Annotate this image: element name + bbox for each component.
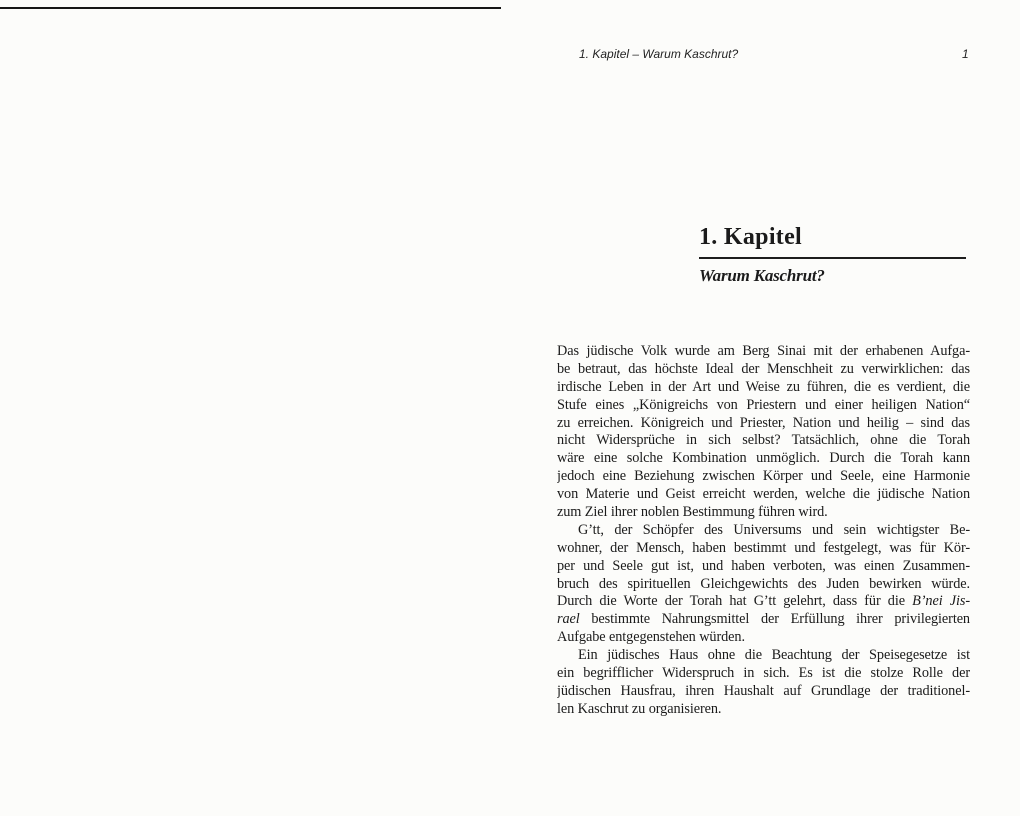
body-line: [557, 683, 970, 701]
body-line: [557, 558, 970, 576]
body-line: [557, 629, 970, 647]
body-line: [557, 415, 970, 433]
body-text-segment: len Kaschrut zu organisieren.: [557, 700, 722, 717]
chapter-subtitle: Warum Kaschrut?: [699, 266, 825, 285]
page-number: 1: [962, 47, 969, 61]
body-text-segment: bestimmte Nahrungsmittel der Erfüllung ihrer privilegierten: [579, 611, 970, 628]
body-line: [557, 379, 970, 397]
body-line: [557, 576, 970, 594]
body-line: [557, 593, 970, 611]
body-text-segment: zu erreichen. Königreich und Priester, Nation und heilig – sind das: [557, 414, 970, 431]
body-text-segment: wäre eine solche Kombination unmöglich. Durch die Torah kann: [557, 450, 970, 467]
body-line: [557, 504, 970, 522]
running-header: 1. Kapitel – Warum Kaschrut?: [579, 47, 739, 61]
body-text-segment: von Materie und Geist erreicht werden, welche die jüdische Nation: [557, 486, 970, 503]
scan-edge-line: [0, 7, 501, 9]
body-line: [557, 540, 970, 558]
chapter-title-rule: [699, 257, 966, 259]
body-text-segment: jüdischen Hausfrau, ihren Haushalt auf Grundlage der traditionel-: [557, 682, 970, 699]
body-text-italic-segment: B’nei Jis-: [912, 593, 970, 610]
body-text-segment: per und Seele gut ist, und haben verboten, was einen Zusammen-: [557, 557, 970, 574]
body-text-segment: Das jüdische Volk wurde am Berg Sinai mit der erhabenen Aufga-: [557, 343, 970, 359]
body-line: [557, 397, 970, 415]
body-line: [557, 486, 970, 504]
chapter-title: 1. Kapitel: [699, 224, 802, 250]
body-text-segment: Stufe eines „Königreichs von Priestern und einer heiligen Nation“: [557, 396, 970, 413]
body-line: [557, 432, 970, 450]
body-line: [557, 468, 970, 486]
body-text-italic-segment: rael: [557, 611, 580, 628]
body-line: [557, 522, 970, 540]
body-text-segment: be betraut, das höchste Ideal der Menschheit zu verwirklichen: das: [557, 360, 970, 377]
body-text-segment: jedoch eine Beziehung zwischen Körper und Seele, eine Harmonie: [557, 468, 970, 485]
body-text-segment: bruch des spirituellen Gleichgewichts des Juden bewirken würde.: [557, 575, 970, 592]
body-text-segment: wohner, der Mensch, haben bestimmt und festgelegt, was für Kör-: [557, 539, 970, 556]
body-text-segment: Aufgabe entgegenstehen würden.: [557, 629, 745, 646]
body-text-segment: ein begrifflicher Widerspruch in sich. Es ist die stolze Rolle der: [557, 665, 970, 682]
body-text-segment: nicht Widersprüche in sich selbst? Tatsächlich, ohne die Torah: [557, 432, 970, 449]
body-text-segment: G’tt, der Schöpfer des Universums und sein wichtigster Be-: [578, 521, 970, 538]
body-text-segment: zum Ziel ihrer noblen Bestimmung führen wird.: [557, 504, 828, 521]
body-line: [557, 450, 970, 468]
body-text-segment: Ein jüdisches Haus ohne die Beachtung der Speisegesetze ist: [578, 647, 970, 664]
body-line: [557, 665, 970, 683]
body-text-segment: irdische Leben in der Art und Weise zu führen, die es verdient, die: [557, 378, 970, 395]
body-line: [557, 361, 970, 379]
body-line: [557, 611, 970, 629]
body-text: [557, 343, 970, 719]
body-line: [557, 647, 970, 665]
body-line: [557, 343, 970, 361]
body-line: [557, 701, 970, 719]
body-text-segment: Durch die Worte der Torah hat G’tt gelehrt, dass für die: [557, 593, 913, 610]
